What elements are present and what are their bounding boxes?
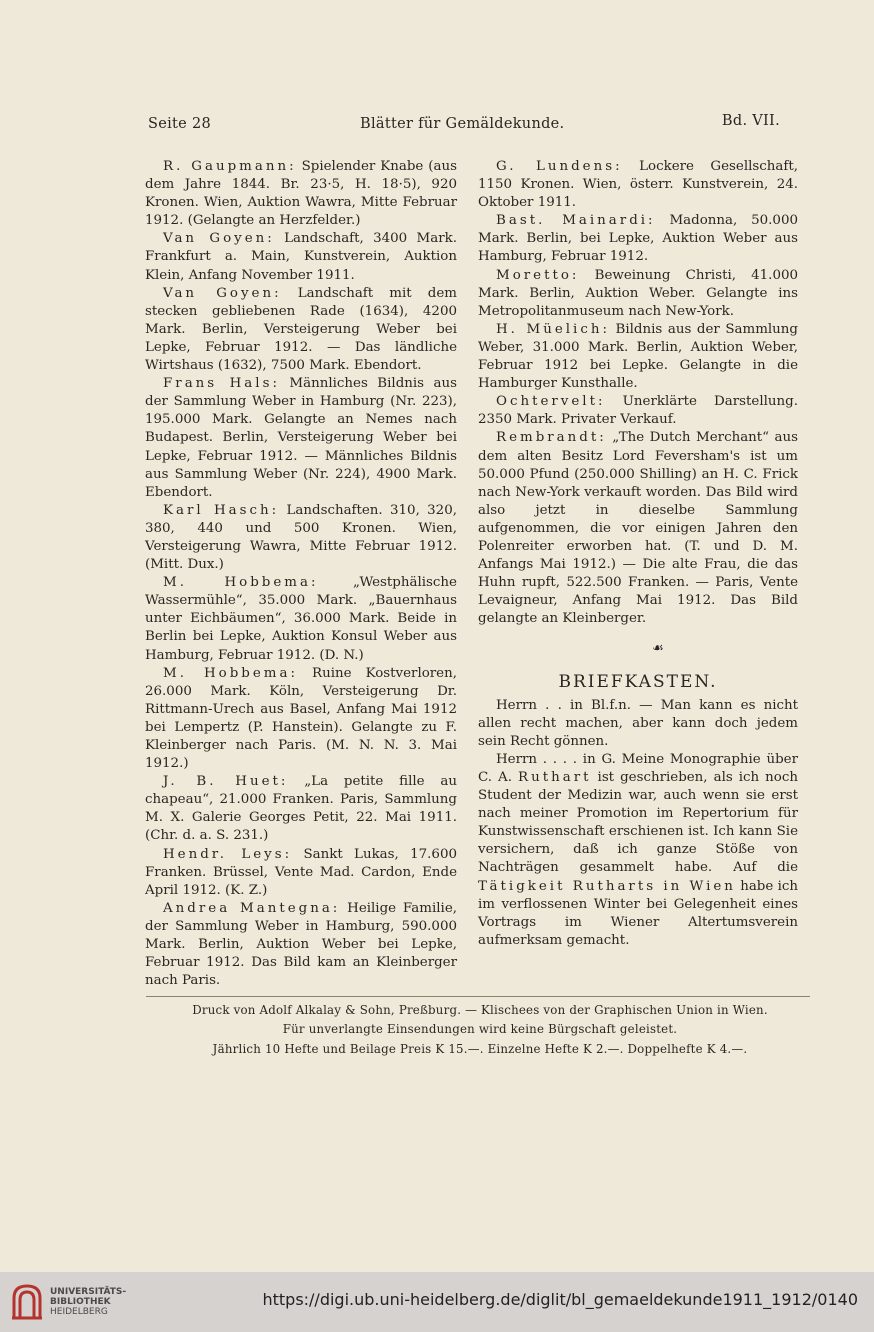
entry [478,212,798,266]
entry-text: „The Dutch Merchant“ aus dem alten Besitz Lord Feversham's ist um 50.000 Pfund (250.000 Shilling) an H. C. Frick nach New-York verkauft worden. Das Bild wird also jetzt in dieselbe Sammlung aufgenommen, die vor einigen Jahren den Polenreiter erworben hat. (T. und D. M. Anfangs Mai 1912.) — Die alte Frau, die das Huhn rupft, 522.500 Franken. — Paris, Vente Levaigneur, Anfang Mai 1912. Das Bild gelangte an Kleinberger. [478,430,798,627]
artist-name: Hendr. Leys: [163,846,293,862]
library-name[interactable] [50,1287,126,1317]
entry-text: Ruine Kostverloren, 26.000 Mark. Köln, Versteigerung Dr. Rittmann-Urech aus Basel, Anfang Mai 1912 bei Lempertz (P. Hanstein). Gelangte zu F. Kleinberger nach Paris. (M. N. N. 3. Mai 1912.) [145,665,457,772]
entry [478,267,798,321]
entry [145,502,457,574]
entry [145,574,457,664]
artist-name: Rembrandt: [496,430,607,446]
entry [478,429,798,628]
entry-text: Sankt Lukas, 17.600 Franken. Brüssel, Vente Mad. Cardon, Ende April 1912. (K. Z.) [145,846,457,898]
entry [145,773,457,845]
volume-label: Bd. VII. [721,113,780,129]
permalink-url[interactable]: https://digi.ub.uni-heidelberg.de/diglit/bl_gemaeldekunde1911_1912/0140 [262,1290,858,1309]
price-line: Jährlich 10 Hefte und Beilage Preis K 15.—. Einzelne Hefte K 2.—. Doppelhefte K 4.—. [212,1042,748,1056]
entry-text: Madonna, 50.000 Mark. Berlin, bei Lepke, Auktion Weber aus Hamburg, Februar 1912. [478,213,798,265]
artist-name: Frans Hals: [163,376,280,392]
entry [478,321,798,393]
reply-text: habe ich im verflossenen Winter bei Gelegenheit eines Vortrags im Wiener Altertumsverein aufmerksam gemacht. [478,878,798,948]
letter-reply: Herrn . . in Bl.f.n. — Man kann es nicht allen recht machen, aber kann doch jedem sein Recht gönnen. [478,697,798,749]
section-title: BRIEFKASTEN. [558,671,718,692]
entry [478,158,798,212]
artist-name: Karl Hasch: [163,502,280,518]
entry [145,230,457,284]
footer-divider [146,996,810,997]
entry-text: Unerklärte Darstellung. 2350 Mark. Privater Verkauf. [478,394,798,428]
reply-text: Herrn . . . . in G. Meine Monographie über C. A. [478,751,798,785]
entry-text: Beweinung Christi, 41.000 Mark. Berlin, Auktion Weber. Gelangte ins Metropolitanmuseum nach New-York. [478,267,799,319]
artist-name: Van Goyen: [163,231,275,247]
artist-name: J. B. Huet: [163,774,289,790]
artist-name: Ochtervelt: [496,394,606,410]
entry-text: Bildnis aus der Sammlung Weber, 31.000 Mark. Berlin, Auktion Weber, Februar 1912 bei Lepke. Gelangte in die Hamburger Kunsthalle. [478,321,798,392]
page-number: Seite 28 [148,116,212,132]
library-logo-icon[interactable] [10,1280,44,1322]
right-column [478,158,798,950]
entry-text: Landschaft mit dem stecken gebliebenen Rade (1634), 4200 Mark. Berlin, Versteigerung Weber bei Lepke, Februar 1912. — Das ländliche Wirtshaus (1632), 7500 Mark. Ebendort. [145,285,457,374]
letter-reply [478,751,798,950]
artist-name: M. Hobbema: [163,665,298,681]
entry [145,665,457,774]
journal-title: Blätter für Gemäldekunde. [360,116,565,132]
artist-name: Bast. Mainardi: [496,213,656,229]
entry-text: „Westphälische Wassermühle“, 35.000 Mark. „Bauernhaus unter Eichbäumen“, 36.000 Mark. Beide in Berlin bei Lepke, Auktion Konsul Weber aus Hamburg, Februar 1912. (D. N.) [145,575,457,663]
entry-text: Landschaft, 3400 Mark. Frankfurt a. Main, Kunstverein, Auktion Klein, Anfang November 1911. [145,231,457,283]
artist-name: G. Lundens: [496,159,623,174]
entry-text: „La petite fille au chapeau“, 21.000 Franken. Paris, Sammlung M. X. Galerie Georges Petit, 22. Mai 1911. (Chr. d. a. S. 231.) [145,774,457,844]
artist-name: H. Müelich: [496,321,610,337]
entry [145,846,457,900]
entry-text: Spielender Knabe (aus dem Jahre 1844. Br. 23·5, H. 18·5), 920 Kronen. Wien, Auktion Wawra, Mitte Februar 1912. (Gelangte an Herzfelder.) [145,159,457,229]
artist-name: Moretto: [496,267,580,283]
entry [478,393,798,429]
reply-text: ist geschrieben, als ich noch Student der Medizin war, auch wenn sie erst nach meiner Promotion im Repertorium für Kunstwissenschaft erschienen ist. Ich kann Sie versichern, daß ich ganze Stöße von Nachträgen gesammelt habe. Auf die [478,770,798,876]
viewer-bottom-bar [0,1272,874,1332]
entry [145,158,457,230]
running-header [148,113,780,140]
artist-name: Ruthart [518,770,592,785]
artist-name: M. Hobbema: [163,575,319,591]
entry-text: Heilige Familie, der Sammlung Weber in Hamburg, 590.000 Mark. Berlin, Auktion Weber bei Lepke, Februar 1912. Das Bild kam an Kleinberger nach Paris. [145,900,457,989]
library-name-line: UNIVERSITÄTS- [50,1287,127,1297]
entry-text: Landschaften. 310, 320, 380, 440 und 500 Kronen. Wien, Versteigerung Wawra, Mitte Februar 1912. (Mitt. Dux.) [145,502,457,573]
entry [145,285,457,375]
library-name-line: HEIDELBERG [50,1307,108,1317]
entry-text: Männliches Bildnis aus der Sammlung Weber in Hamburg (Nr. 223), 195.000 Mark. Gelangte an Nemes nach Budapest. Berlin, Versteigerung Weber bei Lepke, Februar 1912. — Männliches Bildnis aus Sammlung Weber (Nr. 224), 4900 Mark. Ebendort. [145,376,457,500]
library-name-line: BIBLIOTHEK [50,1297,111,1307]
entry-text: Lockere Gesellschaft, 1150 Kronen. Wien, österr. Kunstverein, 24. Oktober 1911. [478,159,798,211]
artist-name: Tätigkeit Rutharts in Wien [478,878,736,894]
disclaimer-line: Für unverlangte Einsendungen wird keine Bürgschaft geleistet. [282,1022,678,1036]
artist-name: R. Gaupmann: [163,159,297,174]
entry [145,375,457,502]
ornament-icon: ☙ [652,641,664,657]
printer-line: Druck von Adolf Alkalay & Sohn, Preßburg. — Klischees von der Graphischen Union in Wien. [192,1003,768,1017]
artist-name: Andrea Mantegna: [163,900,341,916]
left-column [145,158,457,990]
artist-name: Van Goyen: [163,285,282,301]
entry [145,900,457,990]
